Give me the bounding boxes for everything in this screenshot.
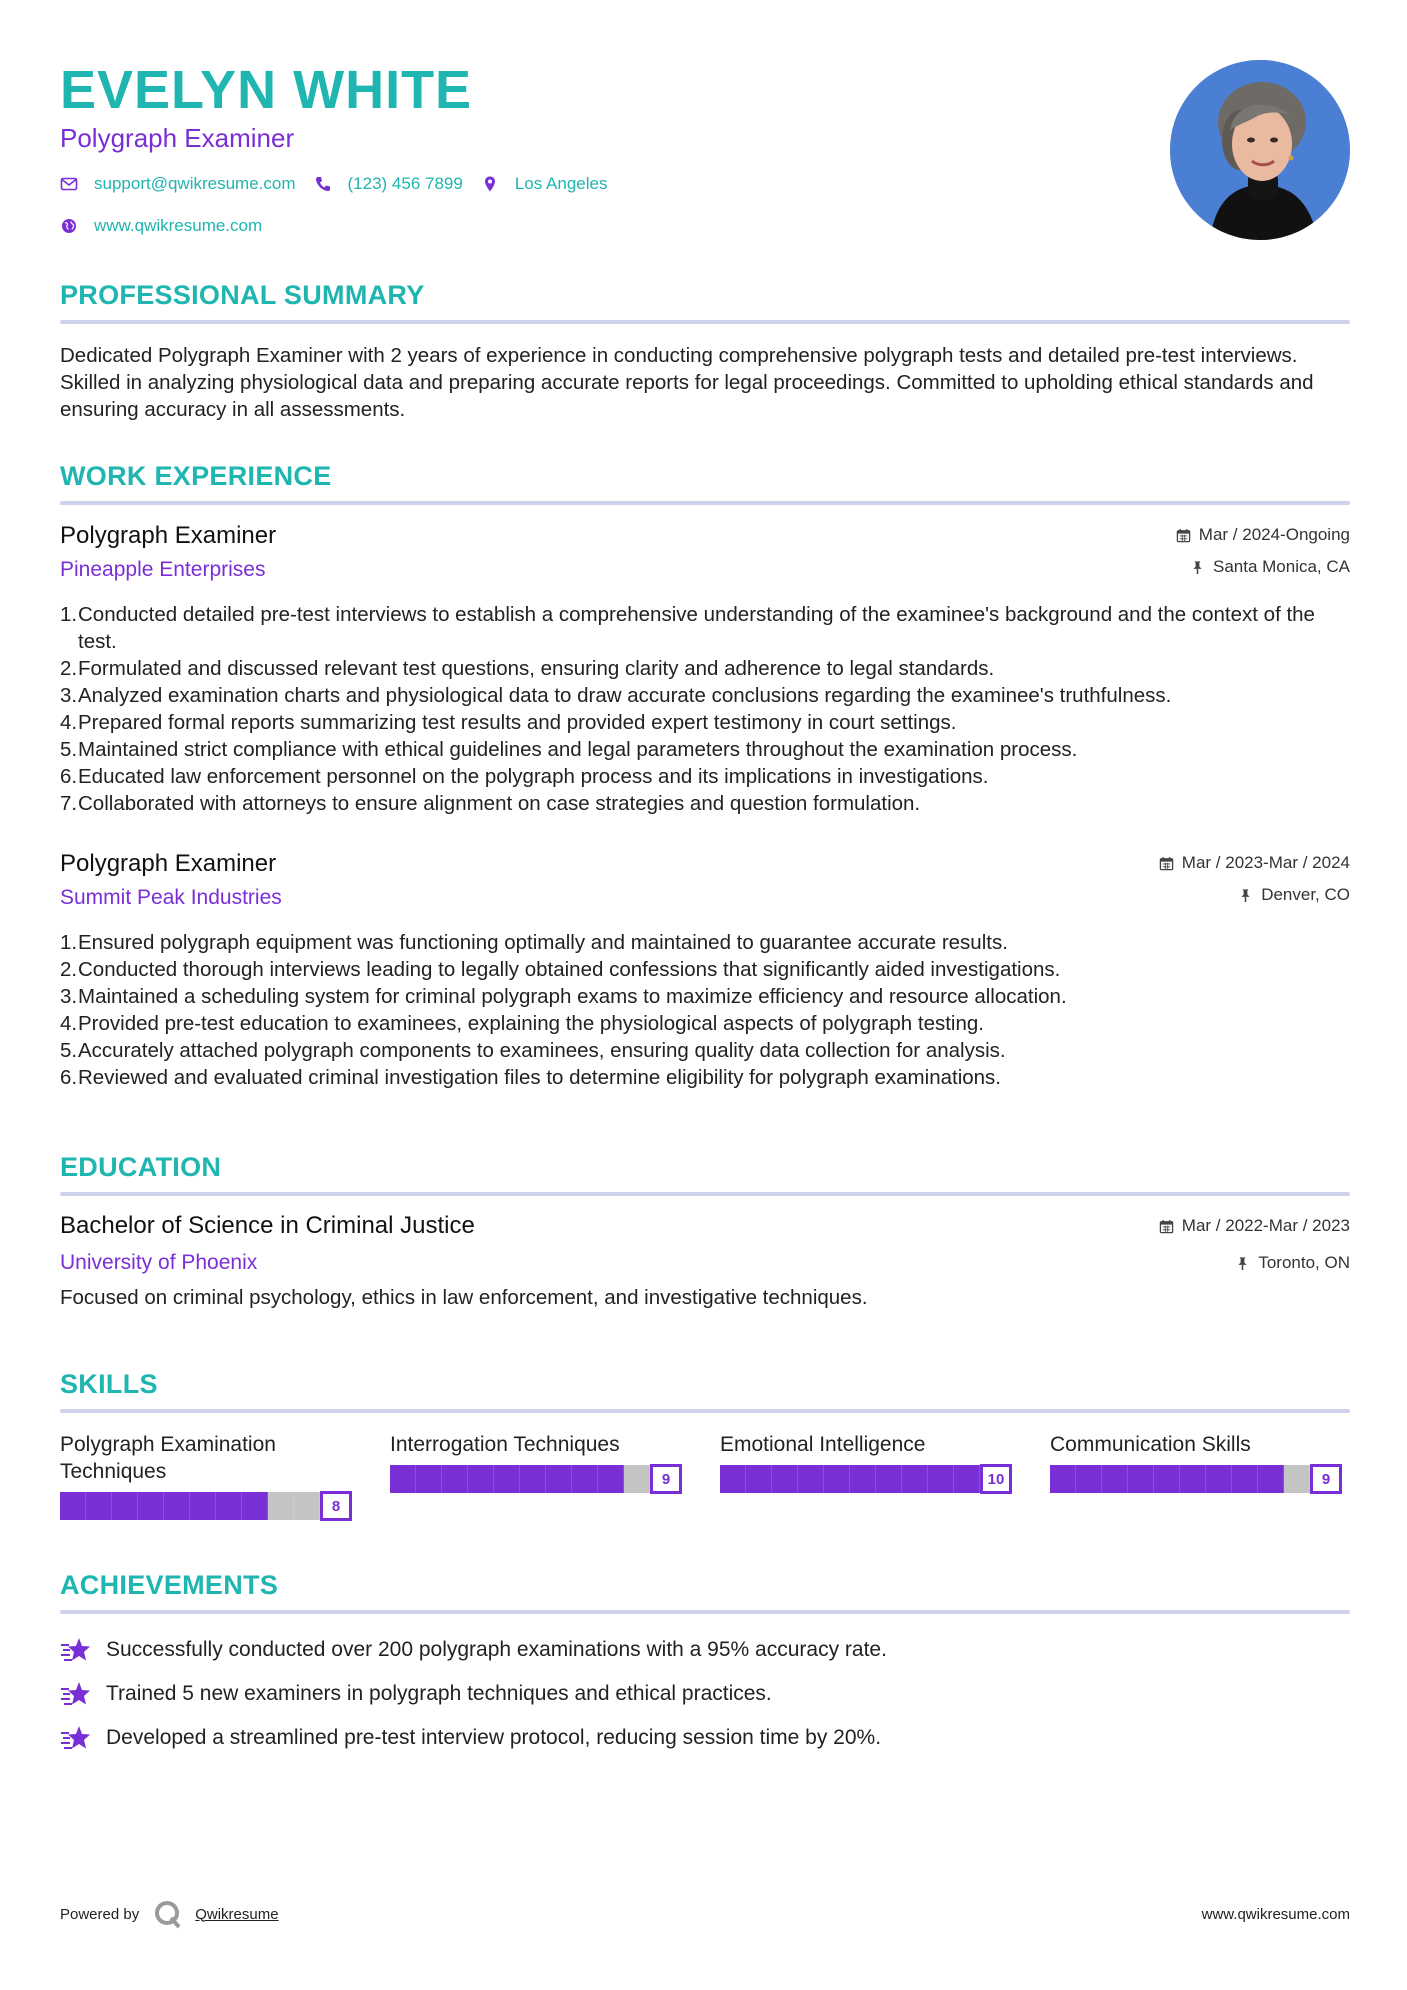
- skill-segment: [164, 1492, 190, 1520]
- email-text: support@qwikresume.com: [94, 174, 296, 193]
- skill-segment: [824, 1465, 850, 1493]
- list-item: 1. Ensured polygraph equipment was functioning optimally and maintained to guarantee accurate results.: [60, 931, 1008, 954]
- education-dates: [1159, 1208, 1350, 1244]
- section-divider: [60, 1192, 1350, 1196]
- skill-segment: [416, 1465, 442, 1493]
- skill-segment: [216, 1492, 242, 1520]
- section-divider: [60, 501, 1350, 505]
- degree-title: Bachelor of Science in Criminal Justice: [60, 1212, 475, 1239]
- skill-item: [720, 1431, 1020, 1521]
- section-divider: [60, 320, 1350, 324]
- list-item: 6. Reviewed and evaluated criminal investigation files to determine eligibility for polygraph examinations.: [60, 1066, 1001, 1089]
- skill-segment: [138, 1492, 164, 1520]
- contact-info: [60, 172, 1350, 238]
- contact-row-1: [60, 172, 1350, 196]
- skill-segment: [624, 1465, 650, 1493]
- resume-page: [60, 0, 1350, 1990]
- skill-name: Interrogation Techniques: [390, 1433, 620, 1456]
- skill-segment: [876, 1465, 902, 1493]
- achievements-title: ACHIEVEMENTS: [60, 1570, 279, 1600]
- summary-text: Dedicated Polygraph Examiner with 2 years of experience in conducting comprehensive polygraph tests and detailed pre-test interviews. Skilled in analyzing physiological data and preparing accurate reports for legal proceedings. Committed to upholding ethical standards and ensuring accuracy in all assessments.: [60, 344, 1314, 421]
- skill-item: [60, 1431, 360, 1521]
- job-entry: [60, 847, 1350, 1091]
- skills-grid: [60, 1431, 1350, 1521]
- section-divider: [60, 1409, 1350, 1413]
- job-location: [1159, 879, 1350, 911]
- education-text: Focused on criminal psychology, ethics in law enforcement, and investigative techniques.: [60, 1286, 868, 1309]
- education-left: [60, 1208, 475, 1282]
- job-location-text: Denver, CO: [1261, 885, 1350, 904]
- phone-text: (123) 456 7899: [347, 174, 463, 193]
- skill-segment: [112, 1492, 138, 1520]
- job-title: Polygraph Examiner: [60, 850, 277, 877]
- job-dates-text: Mar / 2024-Ongoing: [1198, 525, 1350, 544]
- job-header: [60, 847, 1350, 915]
- skill-segment: [1050, 1465, 1076, 1493]
- experience-section: [60, 459, 1350, 1091]
- summary-title: PROFESSIONAL SUMMARY: [60, 280, 425, 310]
- contact-location: [481, 174, 608, 194]
- skill-meter: [1050, 1464, 1350, 1494]
- education-meta: [1159, 1208, 1350, 1282]
- job-meta: [1159, 847, 1350, 911]
- achievements-list: [60, 1628, 1350, 1760]
- job-dates-text: Mar / 2023-Mar / 2024: [1181, 853, 1350, 872]
- website-text: www.qwikresume.com: [94, 216, 263, 235]
- skill-segment: [928, 1465, 954, 1493]
- school-name: University of Phoenix: [60, 1251, 258, 1274]
- pushpin-icon: [1238, 888, 1253, 903]
- contact-email[interactable]: [60, 174, 296, 194]
- qwikresume-logo-icon: [153, 1899, 183, 1929]
- list-item: 2. Conducted thorough interviews leading to legally obtained confessions that significantly aided investigations.: [60, 958, 1061, 981]
- skill-meter: [390, 1464, 690, 1494]
- star-badge-icon: [60, 1635, 92, 1665]
- skill-segment: [1180, 1465, 1206, 1493]
- skill-name: Emotional Intelligence: [720, 1433, 926, 1456]
- list-item: 5. Accurately attached polygraph components to examinees, ensuring quality data collection for analysis.: [60, 1039, 1006, 1062]
- skill-segment: [390, 1465, 416, 1493]
- skill-score-badge: 9: [650, 1464, 682, 1494]
- skill-score-badge: 8: [320, 1491, 352, 1521]
- footer-website[interactable]: www.qwikresume.com: [1201, 1905, 1350, 1923]
- skill-segment: [1076, 1465, 1102, 1493]
- star-badge-icon: [60, 1679, 92, 1709]
- skill-segment: [1284, 1465, 1310, 1493]
- profile-photo: [1170, 60, 1350, 240]
- list-item: 3. Analyzed examination charts and physiological data to draw accurate conclusions regarding the examinee's truthfulness.: [60, 684, 1172, 707]
- education-location: [1159, 1244, 1350, 1282]
- list-item: 6. Educated law enforcement personnel on the polygraph process and its implications in investigations.: [60, 765, 989, 788]
- job-left: [60, 847, 282, 915]
- job-company: Summit Peak Industries: [60, 886, 282, 909]
- list-item: 4. Provided pre-test education to examinees, explaining the physiological aspects of polygraph testing.: [60, 1012, 984, 1035]
- achievement-item: [60, 1628, 1350, 1672]
- list-item: 4. Prepared formal reports summarizing test results and provided expert testimony in court settings.: [60, 711, 957, 734]
- skill-bar: [60, 1492, 320, 1520]
- achievements-section: [60, 1568, 1350, 1760]
- skill-segment: [86, 1492, 112, 1520]
- skill-name: Polygraph Examination Techniques: [60, 1433, 276, 1483]
- job-title: Polygraph Examiner: [60, 522, 277, 549]
- achievement-text: Trained 5 new examiners in polygraph techniques and ethical practices.: [106, 1682, 772, 1705]
- skill-segment: [1102, 1465, 1128, 1493]
- pushpin-icon: [1190, 560, 1205, 575]
- skill-segment: [1232, 1465, 1258, 1493]
- job-location-text: Santa Monica, CA: [1212, 557, 1350, 576]
- achievement-text: Developed a streamlined pre-test interview protocol, reducing session time by 20%.: [106, 1726, 882, 1749]
- star-badge-icon: [60, 1723, 92, 1753]
- list-item: 3. Maintained a scheduling system for criminal polygraph exams to maximize efficiency and resource allocation.: [60, 985, 1067, 1008]
- achievement-item: [60, 1716, 1350, 1760]
- skills-title: SKILLS: [60, 1369, 158, 1399]
- candidate-role: Polygraph Examiner: [60, 123, 295, 153]
- education-section: [60, 1150, 1350, 1311]
- skill-segment: [850, 1465, 876, 1493]
- skill-segment: [1128, 1465, 1154, 1493]
- contact-website[interactable]: [60, 216, 262, 236]
- job-dates: [1176, 519, 1350, 551]
- contact-phone[interactable]: [314, 174, 463, 194]
- job-left: [60, 519, 276, 587]
- skill-segment: [60, 1492, 86, 1520]
- skill-score-badge: 9: [1310, 1464, 1342, 1494]
- mail-icon: [60, 175, 78, 193]
- skill-bar: [390, 1465, 650, 1493]
- skill-meter: [60, 1491, 360, 1521]
- skill-segment: [1258, 1465, 1284, 1493]
- skill-segment: [798, 1465, 824, 1493]
- job-dates: [1159, 847, 1350, 879]
- skill-segment: [720, 1465, 746, 1493]
- powered-by-label: Powered by: [60, 1905, 140, 1923]
- skill-segment: [294, 1492, 320, 1520]
- skill-segment: [520, 1465, 546, 1493]
- skill-segment: [190, 1492, 216, 1520]
- skill-score-badge: 10: [980, 1464, 1012, 1494]
- calendar-icon: [1159, 1219, 1174, 1234]
- page-footer: [60, 1898, 1350, 1930]
- skill-name: Communication Skills: [1050, 1433, 1251, 1456]
- list-item: 7. Collaborated with attorneys to ensure alignment on case strategies and question formulation.: [60, 792, 921, 815]
- skill-meter: [720, 1464, 1020, 1494]
- education-dates-text: Mar / 2022-Mar / 2023: [1181, 1216, 1350, 1235]
- skill-segment: [598, 1465, 624, 1493]
- calendar-icon: [1176, 528, 1191, 543]
- section-divider: [60, 1610, 1350, 1614]
- job-bullets: [60, 601, 1350, 817]
- skill-segment: [772, 1465, 798, 1493]
- skill-segment: [468, 1465, 494, 1493]
- skill-segment: [1154, 1465, 1180, 1493]
- pushpin-icon: [1235, 1256, 1250, 1271]
- resume-header: [60, 60, 1350, 250]
- experience-title: WORK EXPERIENCE: [60, 461, 332, 491]
- skill-item: [1050, 1431, 1350, 1521]
- skill-segment: [572, 1465, 598, 1493]
- list-item: 2. Formulated and discussed relevant test questions, ensuring clarity and adherence to legal standards.: [60, 657, 995, 680]
- list-item: 1. Conducted detailed pre-test interviews to establish a comprehensive understanding of the examinee's background and the context of the test.: [60, 603, 1315, 653]
- job-entry: [60, 519, 1350, 817]
- achievement-text: Successfully conducted over 200 polygraph examinations with a 95% accuracy rate.: [106, 1638, 887, 1661]
- calendar-icon: [1159, 856, 1174, 871]
- skill-segment: [546, 1465, 572, 1493]
- skill-segment: [242, 1492, 268, 1520]
- achievement-item: [60, 1672, 1350, 1716]
- globe-icon: [60, 217, 78, 235]
- job-bullets: [60, 929, 1350, 1091]
- candidate-name: EVELYN WHITE: [60, 60, 473, 120]
- skill-segment: [494, 1465, 520, 1493]
- map-pin-icon: [481, 175, 499, 193]
- skill-item: [390, 1431, 690, 1521]
- phone-icon: [314, 175, 332, 193]
- skill-bar: [720, 1465, 980, 1493]
- skill-segment: [902, 1465, 928, 1493]
- contact-row-2: [60, 214, 1350, 238]
- skill-segment: [1206, 1465, 1232, 1493]
- job-company: Pineapple Enterprises: [60, 558, 266, 581]
- skill-segment: [954, 1465, 980, 1493]
- job-location: [1176, 551, 1350, 583]
- location-text: Los Angeles: [514, 174, 608, 193]
- job-header: [60, 519, 1350, 587]
- brand-link[interactable]: Qwikresume: [195, 1905, 279, 1923]
- skills-section: [60, 1367, 1350, 1521]
- skill-segment: [746, 1465, 772, 1493]
- education-location-text: Toronto, ON: [1258, 1253, 1350, 1272]
- skill-segment: [442, 1465, 468, 1493]
- education-title: EDUCATION: [60, 1152, 222, 1182]
- job-meta: [1176, 519, 1350, 583]
- skill-segment: [268, 1492, 294, 1520]
- footer-branding: [60, 1899, 279, 1929]
- skill-bar: [1050, 1465, 1310, 1493]
- list-item: 5. Maintained strict compliance with ethical guidelines and legal parameters throughout the examination process.: [60, 738, 1078, 761]
- summary-section: [60, 278, 1350, 423]
- education-header: [60, 1208, 1350, 1282]
- portrait-image: [1170, 60, 1350, 240]
